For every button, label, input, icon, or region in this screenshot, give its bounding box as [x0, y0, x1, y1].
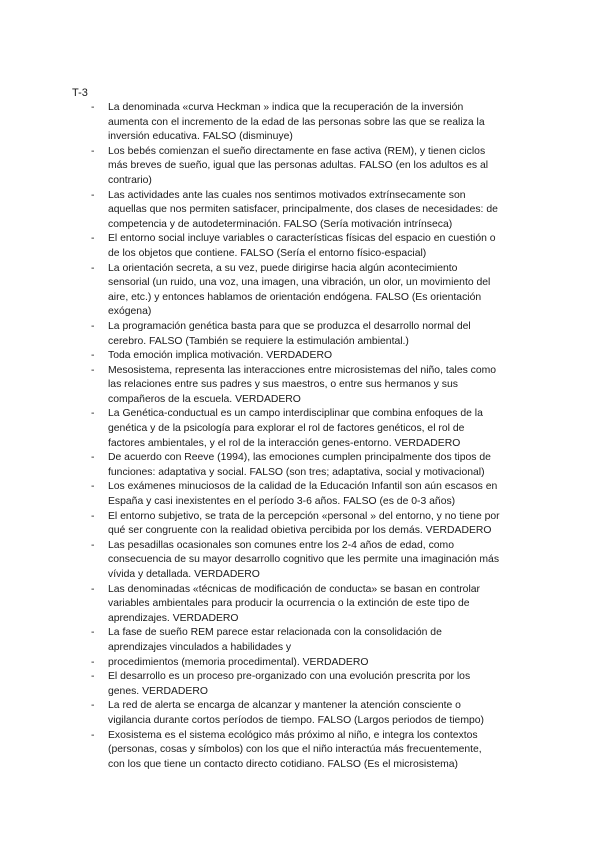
list-item-text: Mesosistema, representa las interacciones entre microsistemas del niño, tales como las relaciones entre sus padres y sus maestros, o entre sus hermanos y sus compañeros de la escuela. VERDADERO: [108, 364, 497, 405]
list-item-text: Exosistema es el sistema ecológico más próximo al niño, e integra los contextos (personas, cosas y símbolos) con los que el niño interactúa más frecuentemente, con los que tiene un contacto directo cotidiano. FALSO (Es el microsistema): [108, 729, 482, 770]
list-item-text: El entorno subjetivo, se trata de la percepción «personal » del entorno, y no tiene por qué ser congruente con la realidad obietiva percibida por los demás. VERDADERO: [108, 510, 500, 537]
bullet-dash: -: [91, 408, 95, 420]
bullet-dash: -: [91, 452, 95, 464]
bullet-dash: -: [91, 729, 95, 741]
bullet-dash: -: [91, 700, 95, 712]
bullet-dash: -: [91, 189, 95, 201]
list-item-text: Las denominadas «técnicas de modificación de conducta» se basan en controlar variables ambientales para producir la ocurrencia o la extinción de este tipo de aprendizajes. VERDADERO: [108, 583, 480, 624]
list-item-text: Los exámenes minuciosos de la calidad de la Educación Infantil son aún escasos en España y casi inexistentes en el período 3-6 años. FALSO (es de 0-3 años): [108, 481, 498, 508]
list-item: [0, 262, 600, 320]
bullet-dash: -: [91, 656, 95, 668]
bullet-dash: -: [91, 320, 95, 332]
list-item: [0, 364, 600, 408]
list-item: [0, 189, 600, 233]
list-item-text: La Genética-conductual es un campo interdisciplinar que combina enfoques de la genética y de la psicología para explorar el rol de factores genéticos, el rol de factores ambientales, y el rol de la interacción genes-entorno. VERDADERO: [108, 408, 483, 449]
list-item-text: procedimientos (memoria procedimental). VERDADERO: [108, 656, 369, 668]
list-item: [0, 510, 600, 539]
bullet-dash: -: [91, 627, 95, 639]
list-item: [0, 626, 600, 655]
list-item-text: De acuerdo con Reeve (1994), las emociones cumplen principalmente dos tipos de funciones: adaptativa y social. FALSO (son tres; adaptativa, social y motivacional): [108, 452, 491, 478]
list-item: [0, 699, 600, 728]
bullet-dash: -: [91, 233, 95, 245]
bullet-dash: -: [91, 364, 95, 376]
bullet-dash: -: [91, 102, 95, 113]
list-item-text: La red de alerta se encarga de alcanzar y mantener la atención consciente o vigilancia durante cortos períodos de tiempo. FALSO (Largos periodos de tiempo): [108, 700, 485, 726]
list-item: [0, 480, 600, 509]
document-title: T-3: [72, 87, 88, 99]
bullet-dash: -: [91, 510, 95, 522]
list-item-text: La fase de sueño REM parece estar relacionada con la consolidación de aprendizajes vinculados a habilidades y: [108, 627, 442, 653]
list-item: [0, 451, 600, 480]
list-item-text: El desarrollo es un proceso pre-organizado con una evolución prescrita por los genes. VERDADERO: [108, 671, 471, 697]
list-item: [0, 145, 600, 189]
list-item: [0, 539, 600, 583]
list-item-text: El entorno social incluye variables o características físicas del espacio en cuestión o de los objetos que contiene. FALSO (Sería el entorno físico-espacial): [108, 233, 496, 259]
list-item: [0, 320, 600, 349]
list-item-text: La denominada «curva Heckman » indica que la recuperación de la inversión aumenta con el incremento de la edad de las personas sobre las que se realiza la inversión educativa. FALSO (disminuye): [108, 102, 485, 143]
bullet-dash: -: [91, 350, 95, 362]
statement-list: [0, 101, 600, 772]
list-item: [0, 583, 600, 627]
list-item-text: Las actividades ante las cuales nos sentimos motivados extrínsecamente son aquellas que nos permiten satisfacer, principalmente, dos clases de necesidades: de competencia y de autodeterminación. FALSO (Sería motivación intrínseca): [108, 189, 498, 230]
list-item-text: La programación genética basta para que se produzca el desarrollo normal del cerebro. FALSO (También se requiere la estimulación ambiental.): [108, 320, 471, 347]
list-item-text: Toda emoción implica motivación. VERDADERO: [108, 350, 333, 362]
list-item: [0, 656, 600, 671]
list-item: [0, 670, 600, 699]
list-item: [0, 232, 600, 261]
list-item: [0, 101, 600, 145]
bullet-dash: -: [91, 671, 95, 683]
bullet-dash: -: [91, 539, 95, 551]
list-item-text: Los bebés comienzan el sueño directamente en fase activa (REM), y tienen ciclos más breves de sueño, igual que las personas adultas. FALSO (en los adultos es al contrario): [108, 145, 489, 186]
list-item-text: Las pesadillas ocasionales son comunes entre los 2-4 años de edad, como consecuencia de su mayor desarrollo cognitivo que les permite una imaginación más vívida y detallada. VERDADERO: [108, 539, 500, 580]
list-item: [0, 349, 600, 364]
bullet-dash: -: [91, 583, 95, 595]
list-item-text: La orientación secreta, a su vez, puede dirigirse hacia algún acontecimiento sensorial (un ruido, una voz, una imagen, una vibración, un olor, un movimiento del aire, etc.) y entonces hablamos de orientación endógena. FALSO (Es orientación exógena): [108, 262, 491, 318]
list-item: [0, 729, 600, 773]
list-item: [0, 407, 600, 451]
bullet-dash: -: [91, 481, 95, 493]
bullet-dash: -: [91, 145, 95, 157]
bullet-dash: -: [91, 262, 95, 274]
